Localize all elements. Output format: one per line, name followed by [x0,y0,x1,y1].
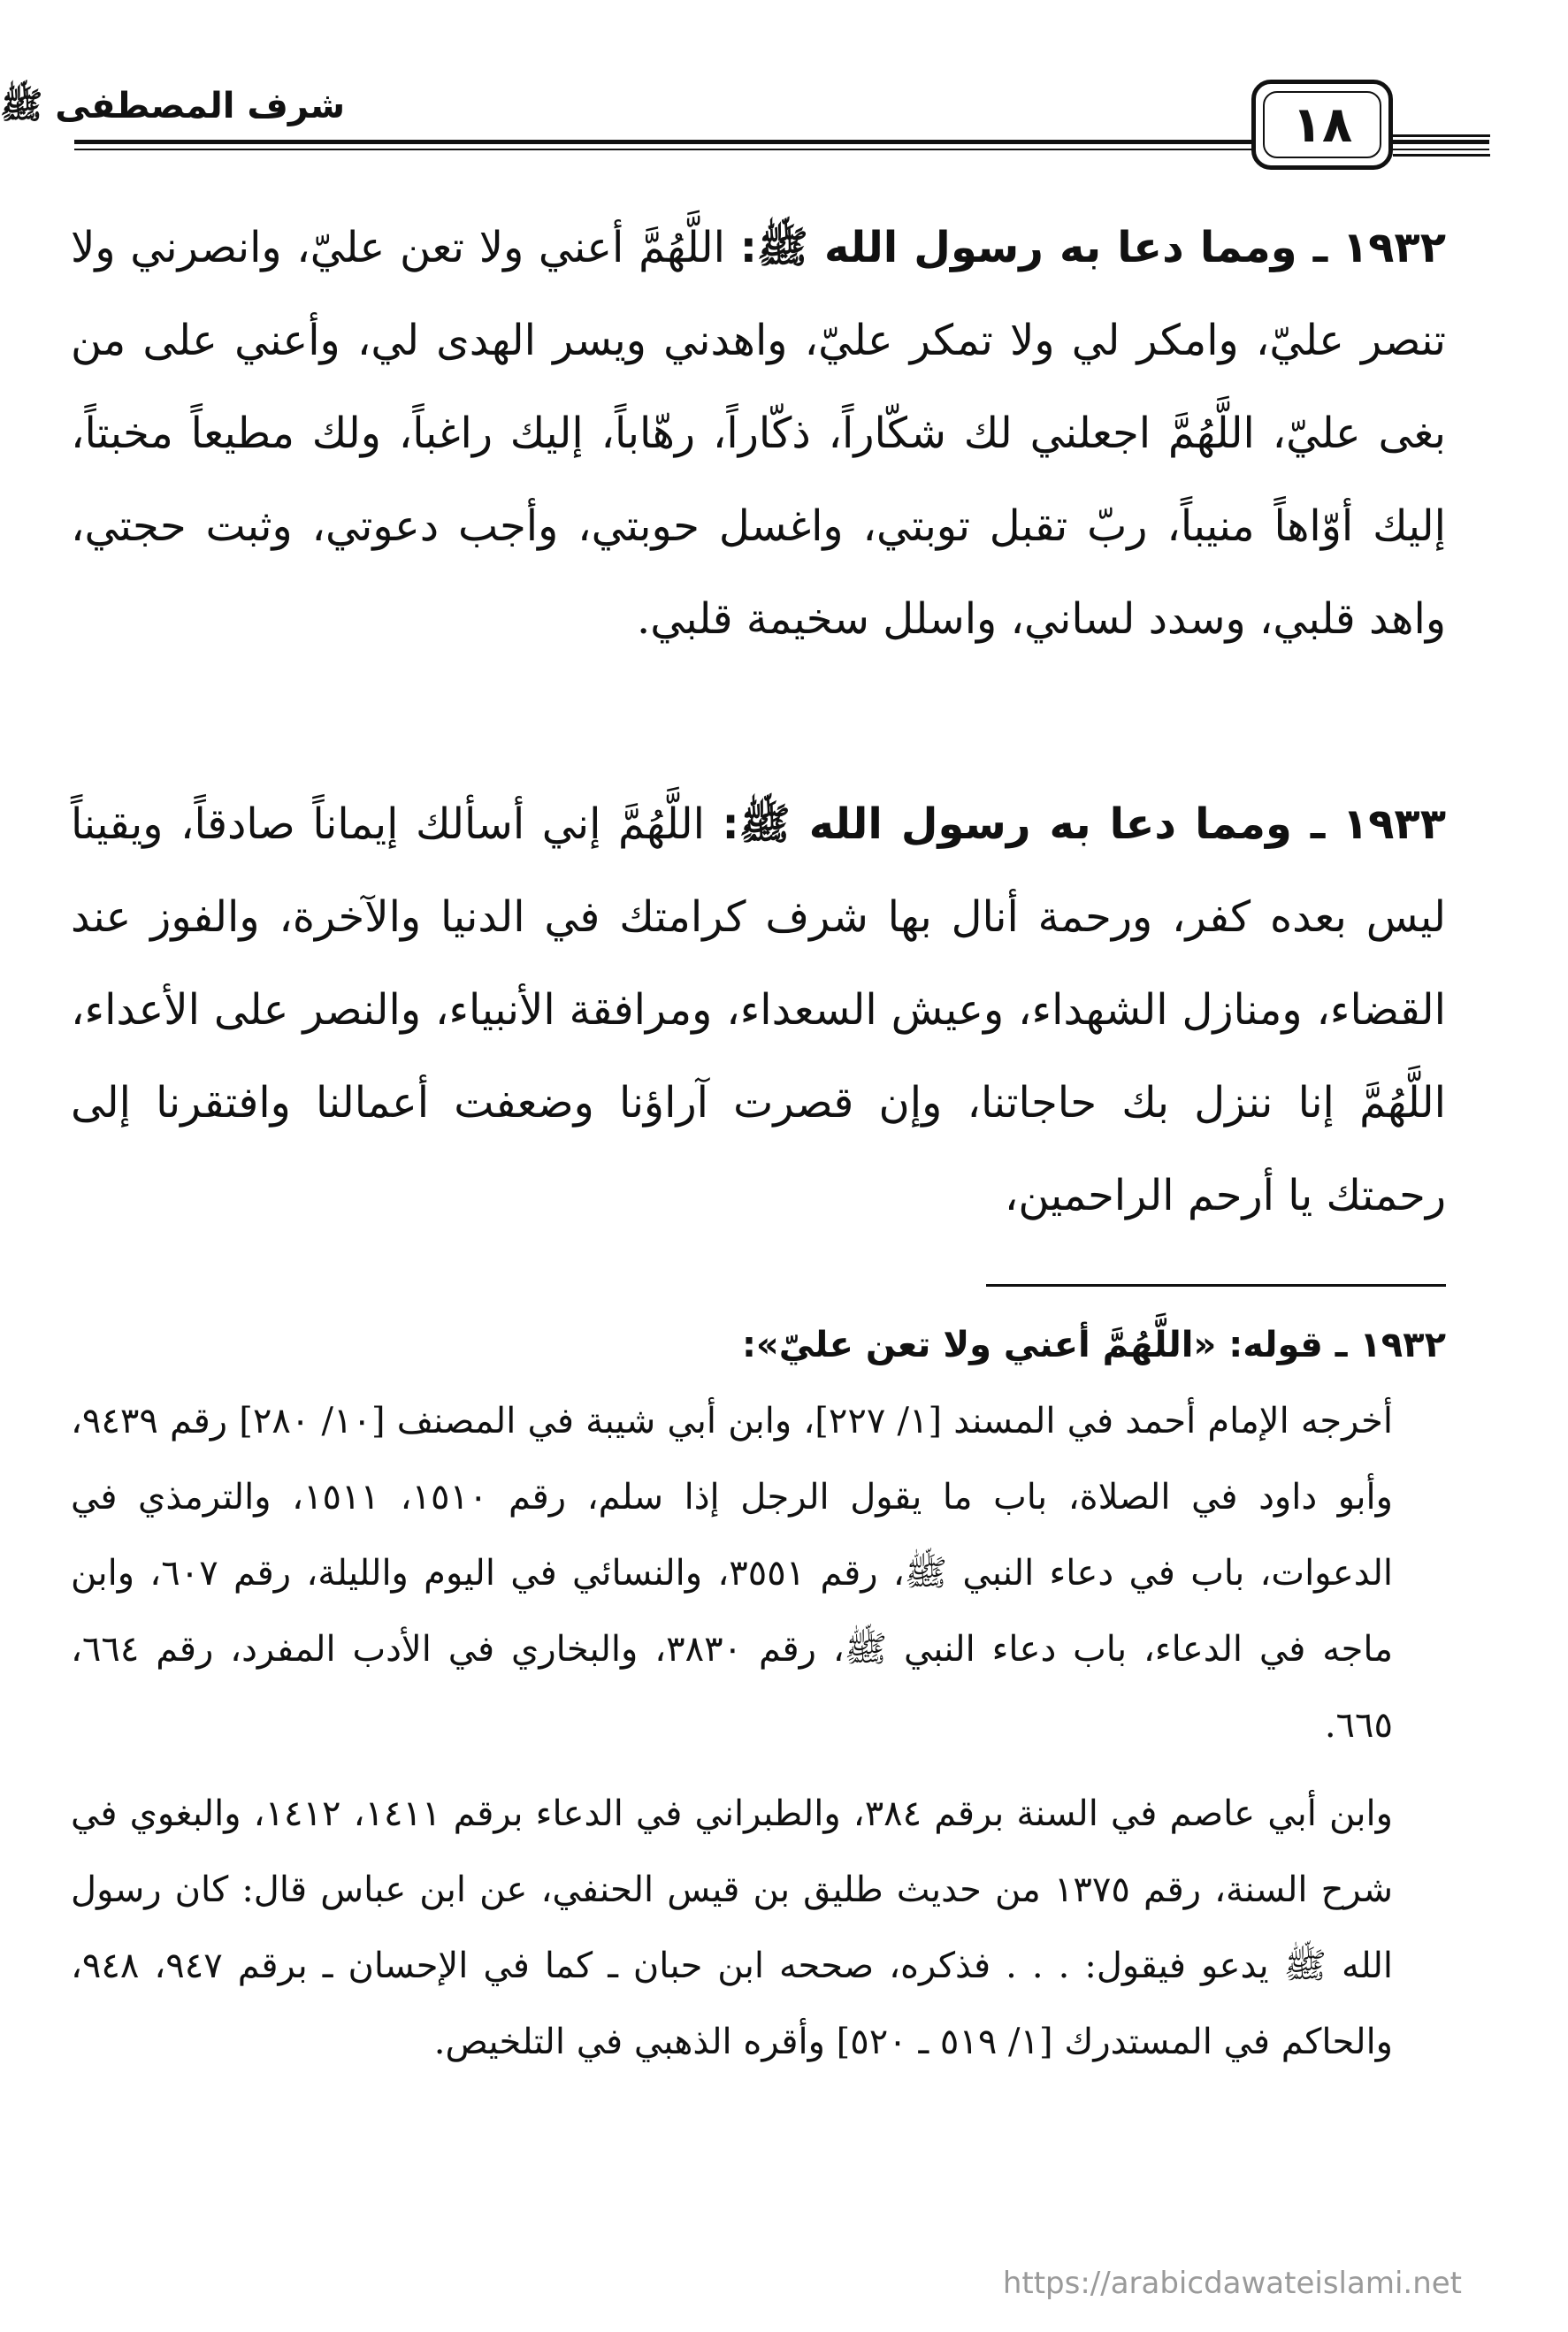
page-number-frame [1251,80,1393,170]
footnote-heading: ١٩٣٢ ـ قوله: «اللَّهُمَّ أعني ولا تعن عليّ»: [741,1325,1446,1365]
entry-number: ١٩٣٣ [1342,799,1446,849]
footnote-paragraph: وابن أبي عاصم في السنة برقم ٣٨٤، والطبراني في الدعاء برقم ١٤١١، ١٤١٢، والبغوي في شرح السنة، رقم ١٣٧٥ من حديث طليق بن قيس الحنفي، عن ابن عباس قال: كان رسول الله ﷺ يدعو فيقول: . . . فذكره، صححه ابن حبان ـ كما في الإحسان ـ برقم ٩٤٧، ٩٤٨، والحاكم في المستدرك [١/ ٥١٩ ـ ٥٢٠] وأقره الذهبي في التلخيص. [71,1793,1393,2062]
footnote-separator [986,1284,1446,1287]
watermark-url: https://arabicdawateislami.net [1002,2266,1462,2301]
entry-number: ١٩٣٢ [1342,223,1447,272]
page-number: ١٨ [1263,91,1381,158]
footnote-paragraph: أخرجه الإمام أحمد في المسند [١/ ٢٢٧]، وابن أبي شيبة في المصنف [١٠/ ٢٨٠] رقم ٩٤٣٩، وأبو داود في الصلاة، باب ما يقول الرجل إذا سلم، رقم ١٥١٠، ١٥١١، والترمذي في الدعوات، باب في دعاء النبي ﷺ، رقم ٣٥٥١، والنسائي في اليوم والليلة، رقم ٦٠٧، وابن ماجه في الدعاء، باب دعاء النبي ﷺ، رقم ٣٨٣٠، والبخاري في الأدب المفرد، رقم ٦٦٤، ٦٦٥. [71,1401,1394,1746]
entry-intro: ـ ومما دعا به رسول الله ﷺ: [739,223,1328,272]
header-ornament-line [1393,154,1490,157]
running-header-title: شرف المصطفى ﷺ [0,86,346,126]
hadith-entry-1932 [71,202,1446,666]
hadith-entry-1933 [71,778,1446,1242]
footnotes [71,1307,1446,2080]
entry-text: اللَّهُمَّ أعني ولا تعن عليّ، وانصرني ولا تنصر عليّ، وامكر لي ولا تمكر عليّ، واهدني ويسر الهدى لي، وأعني على من بغى عليّ، اللَّهُمَّ اجعلني لك شكّاراً، ذكّاراً، رهّاباً، إليك راغباً، ولك مطيعاً مخبتاً، إليك أوّاهاً منيباً، ربّ تقبل توبتي، واغسل حوبتي، وأجب دعوتي، وثبت حجتي، واهد قلبي، وسدد لساني، واسلل سخيمة قلبي. [71,223,1446,644]
entry-text: اللَّهُمَّ إني أسألك إيماناً صادقاً، ويقيناً ليس بعده كفر، ورحمة أنال بها شرف كرامتك في الدنيا والآخرة، والفوز عند القضاء، ومنازل الشهداء، وعيش السعداء، ومرافقة الأنبياء، والنصر على الأعداء، اللَّهُمَّ إنا ننزل بك حاجاتنا، وإن قصرت آراؤنا وضعفت أعمالنا وافتقرنا إلى رحمتك يا أرحم الراحمين، [71,799,1446,1220]
header-ornament-line [1393,134,1490,137]
entry-intro: ـ ومما دعا به رسول الله ﷺ: [722,799,1326,849]
